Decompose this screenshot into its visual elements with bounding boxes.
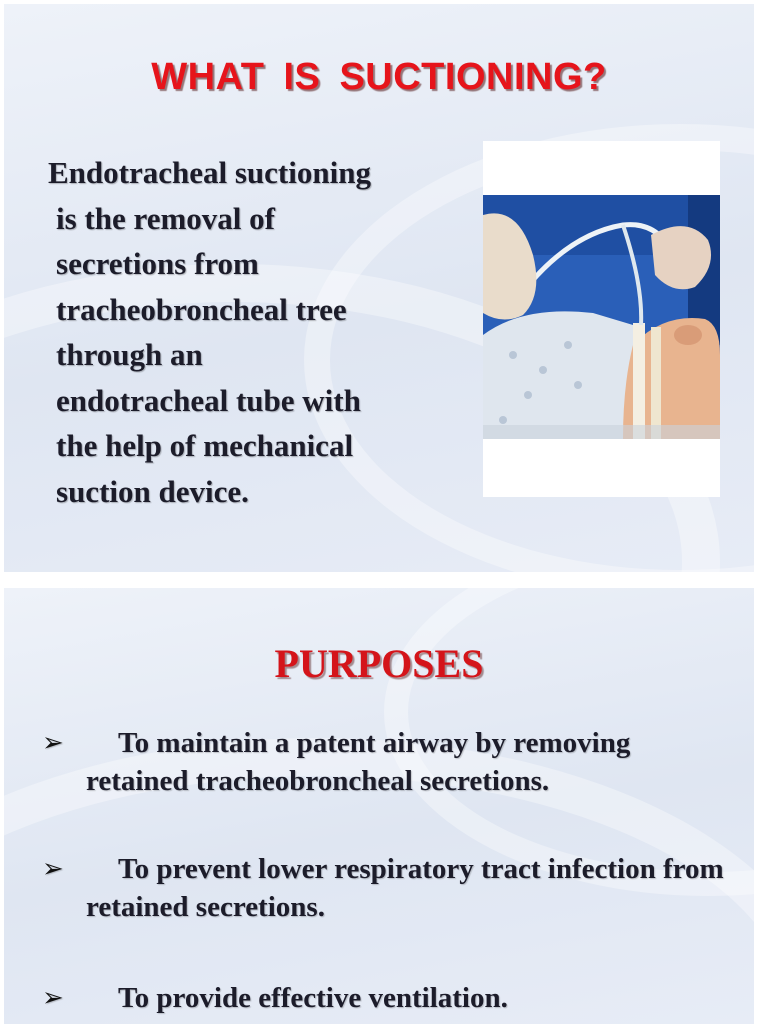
arrow-bullet-icon: ➢ [42,983,64,1013]
purpose-item [42,850,732,926]
purpose-item [42,979,732,1017]
slide-title: PURPOSES [274,641,484,686]
arrow-bullet-icon: ➢ [42,854,64,884]
definition-line: through an [56,337,203,372]
purpose-text: To prevent lower respiratory tract infection from retained secretions. [86,853,724,923]
purpose-text: To maintain a patent airway by removing retained tracheobroncheal secretions. [86,727,631,797]
definition-line: is the removal of [56,200,275,236]
definition-line: tracheobroncheal tree [56,291,347,327]
purpose-item [42,724,732,800]
purpose-text: To provide effective ventilation. [118,982,508,1014]
definition-text [48,150,458,514]
definition-line: secretions from [56,246,259,281]
suctioning-photo [483,195,720,439]
definition-line: suction device. [56,473,249,509]
definition-line: the help of mechanical [56,428,354,463]
slide-purposes [4,588,754,1024]
slide-what-is-suctioning [4,4,754,572]
slide-title: WHAT IS SUCTIONING? [151,56,607,98]
definition-line: Endotracheal suctioning [48,155,371,190]
definition-line: endotracheal tube with [56,382,361,418]
arrow-bullet-icon: ➢ [42,728,64,758]
suctioning-photo-frame [483,141,720,497]
